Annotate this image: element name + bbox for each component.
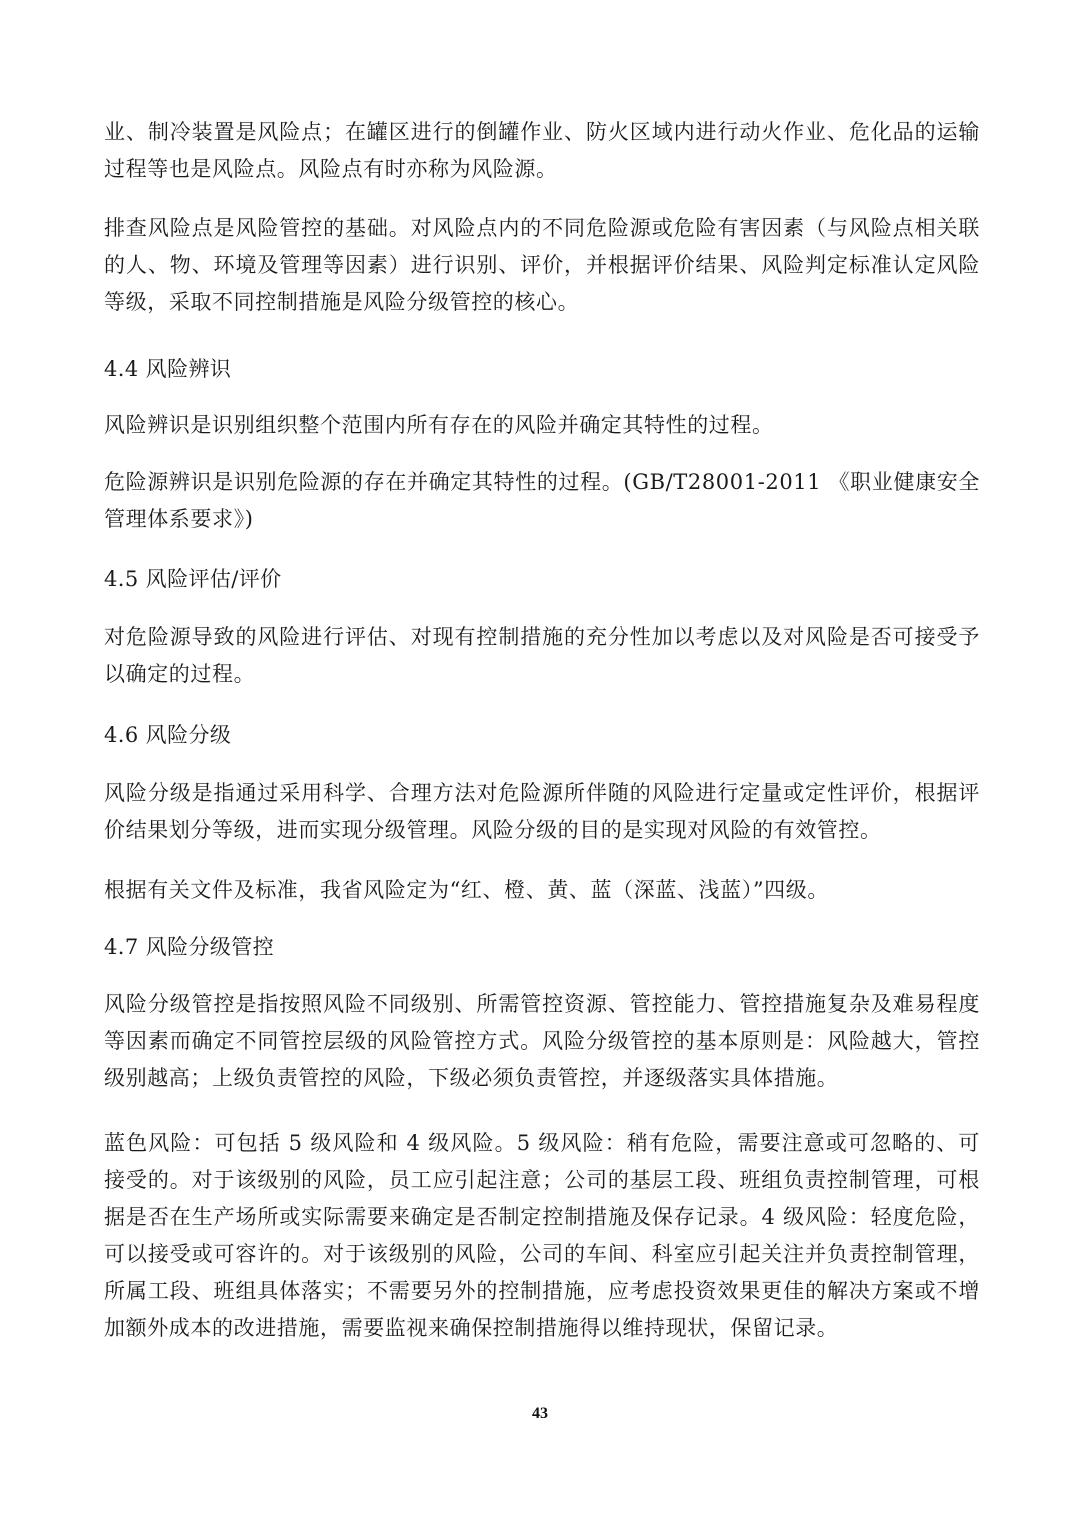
paragraph-risk-grading: 风险分级是指通过采用科学、合理方法对危险源所伴随的风险进行定量或定性评价，根据评价结果划分等级，进而实现分级管理。风险分级的目的是实现对风险的有效管控。 [104, 781, 980, 842]
paragraph-risk-identification: 风险辨识是识别组织整个范围内所有存在的风险并确定其特性的过程。 [104, 413, 774, 437]
paragraph-risk-levels: 根据有关文件及标准，我省风险定为“红、橙、黄、蓝（深蓝、浅蓝）”四级。 [104, 878, 829, 902]
paragraph-risk-point-examples: 业、制冷装置是风险点；在罐区进行的倒罐作业、防火区域内进行动火作业、危化品的运输过程等也是风险点。风险点有时亦称为风险源。 [104, 120, 980, 181]
paragraph-hazard-identification: 危险源辨识是识别危险源的存在并确定其特性的过程。(GB/T28001-2011 《职业健康安全管理体系要求》) [104, 470, 980, 531]
section-heading-4-6: 4.6 风险分级 [104, 723, 232, 747]
paragraph-risk-evaluation: 对危险源导致的风险进行评估、对现有控制措施的充分性加以考虑以及对风险是否可接受予以确定的过程。 [104, 625, 980, 686]
section-heading-4-5: 4.5 风险评估/评价 [104, 567, 282, 591]
page-number: 43 [532, 1405, 548, 1422]
paragraph-graded-control: 风险分级管控是指按照风险不同级别、所需管控资源、管控能力、管控措施复杂及难易程度等因素而确定不同管控层级的风险管控方式。风险分级管控的基本原则是：风险越大，管控级别越高；上级负责管控的风险，下级必须负责管控，并逐级落实具体措施。 [104, 992, 980, 1090]
section-heading-4-4: 4.4 风险辨识 [104, 357, 232, 381]
paragraph-risk-point-screening: 排查风险点是风险管控的基础。对风险点内的不同危险源或危险有害因素（与风险点相关联的人、物、环境及管理等因素）进行识别、评价，并根据评价结果、风险判定标准认定风险等级，采取不同控制措施是风险分级管控的核心。 [104, 216, 980, 314]
paragraph-blue-risk: 蓝色风险：可包括 5 级风险和 4 级风险。5 级风险：稍有危险，需要注意或可忽略的、可接受的。对于该级别的风险，员工应引起注意；公司的基层工段、班组负责控制管理，可根据是否在生产场所或实际需要来确定是否制定控制措施及保存记录。4 级风险：轻度危险，可以接受或可容许的。对于该级别的风险，公司的车间、科室应引起关注并负责控制管理，所属工段、班组具体落实；不需要另外的控制措施，应考虑投资效果更佳的解决方案或不增加额外成本的改进措施，需要监视来确保控制措施得以维持现状，保留记录。 [104, 1131, 980, 1340]
section-heading-4-7: 4.7 风险分级管控 [104, 935, 275, 959]
